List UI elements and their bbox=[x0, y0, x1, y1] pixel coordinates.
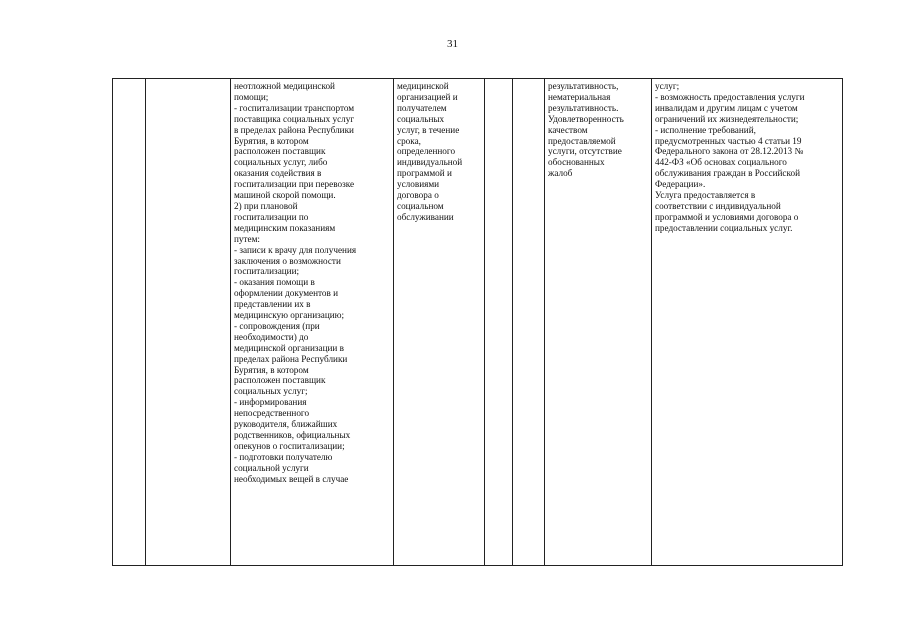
cell-number bbox=[113, 79, 146, 566]
page-number: 31 bbox=[447, 38, 458, 50]
cell-norms bbox=[485, 79, 513, 566]
cell-service-name bbox=[146, 79, 231, 566]
cell-conditions: услуг; - возможность предоставления услуги инвалидам и другим лицам с учетом ограничений их жизнедеятельности; - исполнение требований, предусмотренных частью 4 статьи 19 Федерального закона от 28.12.2013 № 442-ФЗ «Об основах социального обслуживания граждан в Российской Федерации». Услуга предоставляется в соответствии с индивидуальной программой и условиями договора о предоставлении социальных услуг. bbox=[652, 79, 843, 566]
table-row bbox=[113, 79, 843, 566]
cell-quality-indicators: результативность, нематериальная результативность. Удовлетворенность качеством предоставляемой услуги, отсутствие обоснованных жалоб bbox=[545, 79, 652, 566]
cell-service-description: неотложной медицинской помощи; - госпитализации транспортом поставщика социальных услуг в пределах района Республики Бурятия, в котором расположен поставщик социальных услуг, либо оказания содействия в госпитализации при перевозке машиной скорой помощи. 2) при плановой госпитализации по медицинским показаниям путем: - записи к врачу для получения заключения о возможности госпитализации; - оказания помощи в оформлении документов и представлении их в медицинскую организацию; - сопровождения (при необходимости) до медицинской организации в пределах района Республики Бурятия, в котором расположен поставщик социальных услуг; - информирования непосредственного руководителя, ближайших родственников, официальных опекунов о госпитализации; - подготовки получателю социальной услуги необходимых вещей в случае bbox=[231, 79, 394, 566]
cell-service-terms: медицинской организацией и получателем социальных услуг, в течение срока, определенного индивидуальной программой и условиями договора о социальном обслуживании bbox=[394, 79, 485, 566]
cell-tariff bbox=[513, 79, 545, 566]
services-table bbox=[112, 78, 843, 566]
